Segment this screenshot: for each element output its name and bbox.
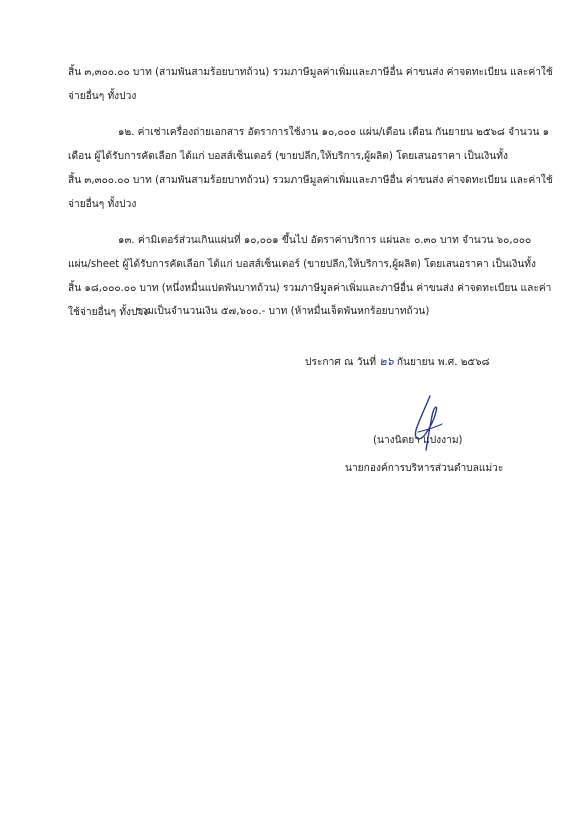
item-12-line: ๑๒. ค่าเช่าเครื่องถ่ายเอกสาร อัตราการใช้งาน ๑๐,๐๐๐ แผ่น/เดือน เดือน กันยายน ๒๕๖๘ จำนวน ๑ [118, 127, 550, 138]
paragraph-line: ใช้จ่ายอื่นๆ ทั้งปวง [68, 307, 149, 318]
announcement-month-year: กันยายน พ.ศ. ๒๕๖๘ [396, 357, 490, 368]
paragraph-line: จ่ายอื่นๆ ทั้งปวง [68, 91, 137, 102]
paragraph-line: สิ้น ๑๘,๐๐๐.๐๐ บาท (หนึ่งหมื่นแปดพันบาทถ้วน) รวมภาษีมูลค่าเพิ่มและภาษีอื่น ค่าขนส่ง ค่าจดทะเบียน และค่า [68, 283, 552, 294]
signatory-title: นายกองค์การบริหารส่วนตำบลแม่วะ [345, 463, 504, 474]
paragraph-line: เดือน ผู้ได้รับการคัดเลือก ได้แก่ บอสส์เซ็นเตอร์ (ขายปลีก,ให้บริการ,ผู้ผลิต) โดยเสนอราคา เป็นเงินทั้ง [68, 151, 508, 162]
paragraph-line: จ่ายอื่นๆ ทั้งปวง [68, 199, 137, 210]
paragraph-line: สิ้น ๓,๓๐๐.๐๐ บาท (สามพันสามร้อยบาทถ้วน) รวมภาษีมูลค่าเพิ่มและภาษีอื่น ค่าขนส่ง ค่าจดทะเบียน และค่าใช้ [68, 175, 553, 186]
signatory-name: (นางนิตยา แปงงาม) [373, 435, 463, 446]
paragraph-line: แผ่น/sheet ผู้ได้รับการคัดเลือก ได้แก่ บอสส์เซ็นเตอร์ (ขายปลีก,ให้บริการ,ผู้ผลิต) โดยเสนอราคา เป็นเงินทั้ง [68, 259, 536, 270]
announcement-prefix: ประกาศ ณ วันที่ [305, 357, 377, 368]
handwritten-day: ๒๖ [379, 355, 394, 368]
total-amount-line: รวมเป็นจำนวนเงิน ๕๗,๖๐๐.- บาท (ห้าหมื่นเจ็ดพันหกร้อยบาทถ้วน) [136, 306, 430, 317]
item-13-line: ๑๓. ค่ามิเตอร์ส่วนเกินแผ่นที่ ๑๐,๐๐๑ ขึ้นไป อัตราค่าบริการ แผ่นละ ๐.๓๐ บาท จำนวน ๖๐,๐๐๐ [118, 235, 532, 246]
paragraph-line: สิ้น ๓,๓๐๐.๐๐ บาท (สามพันสามร้อยบาทถ้วน) รวมภาษีมูลค่าเพิ่มและภาษีอื่น ค่าขนส่ง ค่าจดทะเบียน และค่าใช้ [68, 67, 553, 78]
announcement-date [305, 355, 489, 370]
